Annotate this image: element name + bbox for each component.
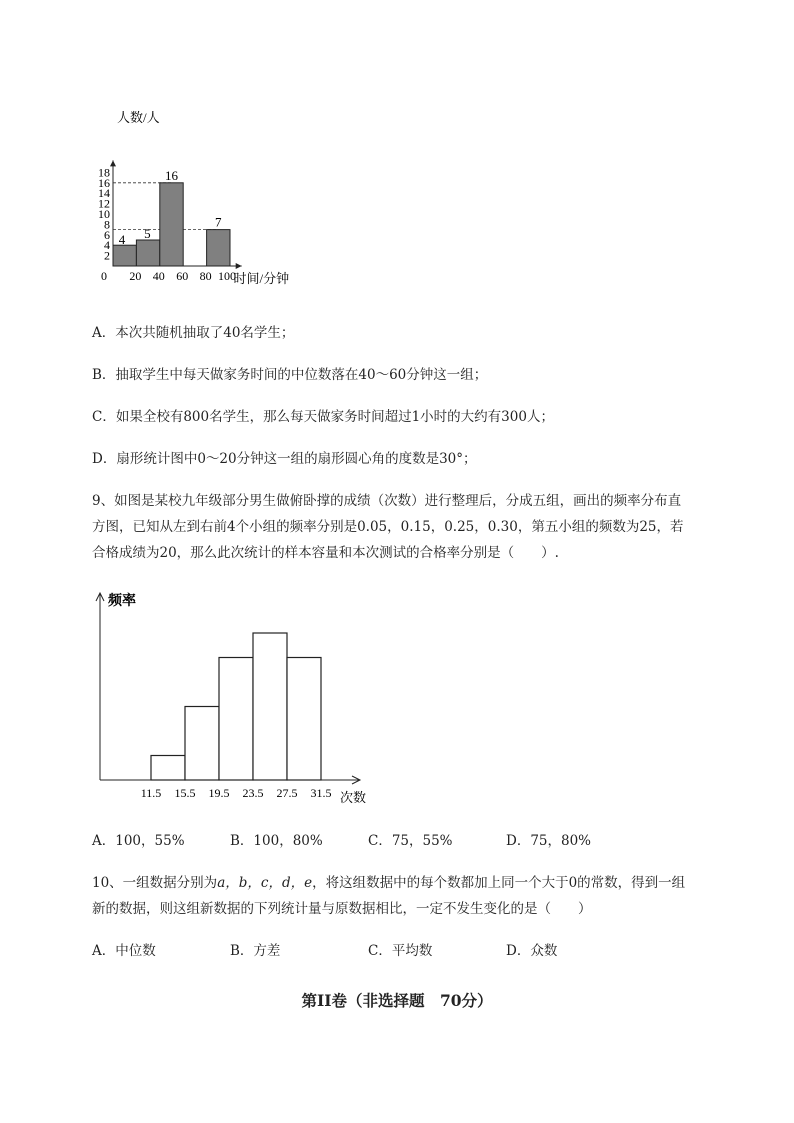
q10-variables: a，b，c，d，e (217, 875, 313, 891)
x-tick-label: 27.5 (276, 786, 298, 800)
x-tick-label: 100 (218, 269, 236, 283)
histogram-bar (287, 658, 321, 781)
x-tick-label: 15.5 (174, 786, 196, 800)
histogram-bar (136, 240, 159, 266)
q10-options (92, 938, 644, 964)
q10-option-c: C．平均数 (368, 943, 433, 959)
section-title: 第II卷（非选择题 70分） (301, 991, 493, 1010)
x-tick-label: 20 (129, 269, 142, 283)
y-tick-label: 10 (98, 207, 110, 221)
q9-options (92, 828, 644, 854)
origin-label: 0 (101, 269, 107, 283)
bar-value-label: 4 (118, 232, 126, 248)
x-tick-label: 40 (152, 269, 165, 283)
housework-time-histogram (90, 108, 320, 298)
histogram-bar (185, 707, 219, 781)
q9-text-line3: 合格成绩为20，那么此次统计的样本容量和本次测试的合格率分别是（ ）. (92, 545, 559, 561)
x-tick-label: 11.5 (140, 786, 162, 800)
y-axis-label: 人数/人 (117, 110, 160, 125)
y-axis-arrow (110, 160, 116, 166)
bar-value-label: 16 (165, 167, 178, 183)
bar-value-label: 7 (215, 214, 222, 230)
q8-option-a: A．本次共随机抽取了40名学生； (92, 325, 295, 341)
histogram-bar (160, 183, 183, 266)
x-tick-label: 80 (199, 269, 212, 283)
histogram-bar (253, 633, 287, 780)
y-tick-label: 8 (104, 217, 110, 232)
q9-option-a: A．100，55% (92, 833, 185, 849)
q10-text-line1 (92, 870, 685, 896)
q9-option-c: C．75，55% (368, 833, 453, 849)
x-axis-label: 次数 (340, 790, 367, 805)
x-axis-arrow (236, 263, 242, 269)
histogram-bar (219, 658, 253, 781)
x-tick-label: 19.5 (208, 786, 230, 800)
histogram-bar (151, 756, 185, 781)
q10-text-prefix: 10、一组数据分别为 (92, 875, 218, 891)
q10-text-suffix: ，将这组数据中的每个数都加上同一个大于0的常数，得到一组 (312, 875, 686, 891)
y-tick-label: 2 (104, 248, 110, 263)
q10-option-d: D．众数 (506, 943, 558, 959)
y-axis-label: 频率 (108, 594, 136, 609)
x-tick-label: 31.5 (310, 786, 332, 800)
y-tick-label: 18 (98, 165, 110, 180)
q10-text-line2: 新的数据，则这组新数据的下列统计量与原数据相比，一定不发生变化的是（ ） (92, 901, 592, 917)
q9-text-line2: 方图，已知从左到右前4个小组的频率分别是0.05，0.15，0.25，0.30，第五小组的频数为25，若 (92, 519, 684, 535)
q10-option-b: B．方差 (230, 943, 281, 959)
q10-option-a: A．中位数 (92, 943, 156, 959)
y-tick-label: 4 (104, 238, 110, 253)
histogram-bar (207, 230, 230, 266)
q9-option-b: B．100，80% (230, 833, 323, 849)
q9-option-d: D．75，80% (506, 833, 592, 849)
q8-option-d: D．扇形统计图中0～20分钟这一组的扇形圆心角的度数是30°； (92, 451, 477, 467)
x-tick-label: 23.5 (242, 786, 264, 800)
bar-value-label: 5 (144, 226, 151, 241)
q9-text-line1: 9、如图是某校九年级部分男生做俯卧撑的成绩（次数）进行整理后，分成五组，画出的频率分布直 (92, 493, 682, 509)
q8-option-c: C．如果全校有800名学生，那么每天做家务时间超过1小时的大约有300人； (92, 409, 554, 425)
y-tick-label: 14 (98, 186, 110, 201)
y-tick-label: 12 (98, 196, 110, 211)
y-tick-label: 16 (98, 175, 110, 190)
pushup-frequency-histogram (88, 585, 388, 810)
x-tick-label: 60 (176, 269, 189, 283)
x-axis-label: 时间/分钟 (233, 271, 290, 286)
y-tick-label: 6 (104, 227, 110, 242)
histogram-bar (113, 245, 136, 266)
q8-option-b: B．抽取学生中每天做家务时间的中位数落在40～60分钟这一组； (92, 367, 488, 383)
